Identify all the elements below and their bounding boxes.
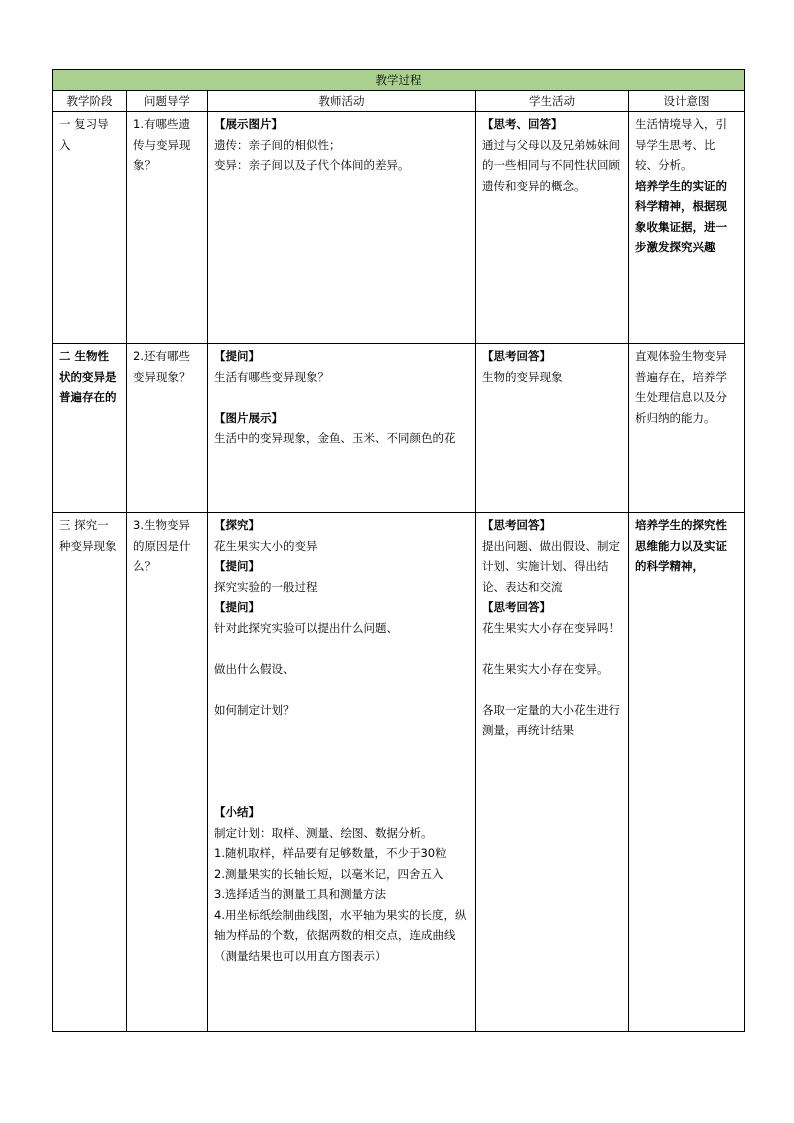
header-question: 问题导学 [127,91,208,112]
section-label: 【思考回答】 [482,600,551,614]
teaching-process-table [52,69,745,1032]
cell-text: 花生果实大小存在变异。 [482,661,609,676]
cell-text: 遗传：亲子间的相似性； [214,137,341,152]
section-label: 【提问】 [214,600,260,614]
question-cell: 3.生物变异的原因是什么？ [127,513,208,1032]
blank-line [214,638,469,659]
student-activity-cell [476,513,629,1032]
blank-line [482,638,622,659]
section-label: 【展示图片】 [214,117,283,131]
cell-text: 变异：亲子间以及子代个体间的差异。 [214,158,410,172]
table-row [53,112,745,344]
cell-text: 花生果实大小的变异 [214,538,318,553]
blank-line [214,679,469,700]
section-label: 培养学生的探究性思维能力以及实证的科学精神， [635,518,727,573]
cell-text: 生物的变异现象 [482,369,563,384]
blank-line [482,679,622,700]
question-cell: 2.还有哪些变异现象？ [127,344,208,513]
student-activity-cell [476,344,629,513]
header-student: 学生活动 [476,91,629,112]
cell-text: 花生果实大小存在变异吗！ [482,620,620,635]
section-label: 【思考、回答】 [482,117,563,131]
stage-cell: 一 复习导入 [53,112,127,344]
teacher-activity-cell [208,112,476,344]
cell-text: 1.随机取样，样品要有足够数量，不少于30粒 [214,846,447,860]
header-teacher: 教师活动 [208,91,476,112]
section-label: 【提问】 [214,559,260,573]
cell-text: 2.测量果实的长轴长短，以毫米记，四舍五入 [214,866,444,881]
cell-text: 生活有哪些变异现象？ [214,369,329,384]
stage-cell: 二 生物性状的变异是普遍存在的 [53,344,127,513]
stage-cell: 三 探究一种变异现象 [53,513,127,1032]
section-label: 【思考回答】 [482,518,551,532]
table-row [53,513,745,1032]
question-cell: 1.有哪些遗传与变异现象？ [127,112,208,344]
section-label: 【小结】 [214,805,260,819]
cell-text: 通过与父母以及兄弟姊妹间的一些相同与不同性状回顾遗传和变异的概念。 [482,137,620,193]
cell-text: 如何制定计划？ [214,702,295,717]
table-header-row [53,91,745,112]
cell-text: 提出问题、做出假设、制定计划、实施计划、得出结论、表达和交流 [482,538,620,594]
cell-text: 生活中的变异现象，金鱼、玉米、不同颜色的花 [214,431,456,445]
cell-text: 直观体验生物变异普遍存在，培养学生处理信息以及分析归纳的能力。 [635,349,727,425]
design-intent-cell [629,344,745,513]
section-label: 培养学生的实证的科学精神，根据现象收集证据，进一步激发探究兴趣 [635,178,727,254]
blank-line [214,720,469,802]
header-stage: 教学阶段 [53,91,127,112]
cell-text: 制定计划：取样、测量、绘图、数据分析。 [214,825,433,840]
cell-text: 做出什么假设、 [214,661,295,676]
teacher-activity-cell [208,344,476,513]
section-label: 【思考回答】 [482,349,551,363]
student-activity-cell [476,112,629,344]
section-label: 【图片展示】 [214,410,283,425]
cell-text: 针对此探究实验可以提出什么问题、 [214,620,398,635]
design-intent-cell [629,112,745,344]
cell-text: 3.选择适当的测量工具和测量方法 [214,887,386,901]
teacher-activity-cell [208,513,476,1032]
blank-line [214,387,469,408]
cell-text: 生活情境导入，引导学生思考、比较、分析。 [635,117,727,172]
cell-text: 各取一定量的大小花生进行测量，再统计结果 [482,702,620,737]
table-title-row [53,70,745,91]
table-title: 教学过程 [53,70,745,91]
section-label: 【提问】 [214,349,260,363]
cell-text: 4.用坐标纸绘制曲线图，水平轴为果实的长度，纵轴为样品的个数，依据两数的相交点，连成曲线（测量结果也可以用直方图表示） [214,907,467,963]
cell-text: 探究实验的一般过程 [214,579,318,594]
table-row [53,344,745,513]
header-intent: 设计意图 [629,91,745,112]
design-intent-cell [629,513,745,1032]
section-label: 【探究】 [214,518,260,532]
